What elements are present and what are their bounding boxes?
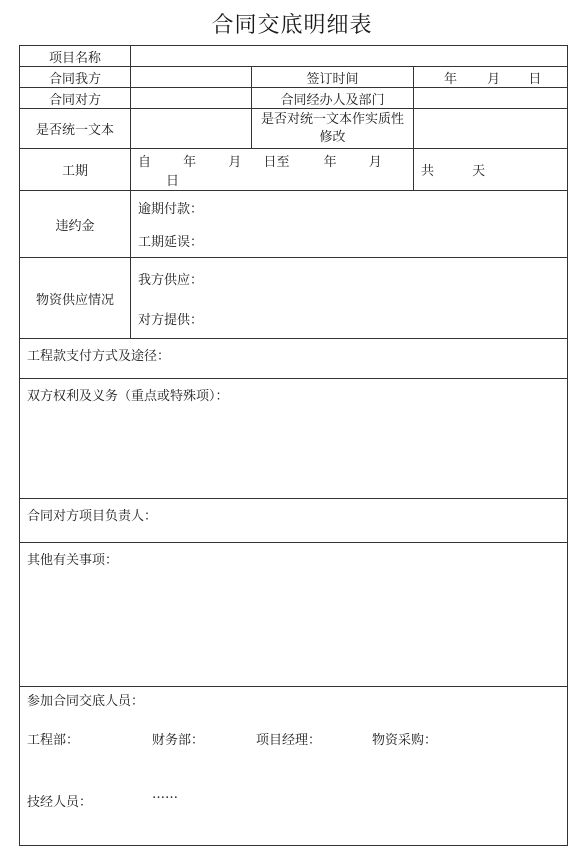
our-side-label: 合同我方	[20, 67, 131, 88]
to-day-label: 日	[166, 173, 180, 189]
ellipsis-text: ……	[152, 787, 178, 802]
duration-label: 工期	[20, 149, 131, 191]
supply-theirs-label: 对方提供：	[138, 312, 204, 328]
project-manager-label: 项目经理：	[256, 733, 322, 748]
supply-label: 物资供应情况	[20, 258, 131, 339]
unified-text-label: 是否统一文本	[20, 109, 131, 149]
sign-year-label: 年	[444, 71, 458, 87]
procurement-label: 物资采购：	[372, 733, 438, 748]
duration-range-field[interactable]	[131, 149, 414, 191]
row-participants	[20, 687, 568, 846]
sign-month-label: 月	[487, 71, 501, 87]
other-side-value[interactable]	[131, 88, 252, 109]
row-project-name	[20, 46, 568, 67]
delay-label: 工期延误：	[138, 235, 204, 250]
row-other-matters	[20, 543, 568, 687]
row-payment-method	[20, 339, 568, 379]
row-unified-text	[20, 109, 568, 149]
duration-total-label: 共	[421, 164, 435, 179]
project-name-value[interactable]	[131, 46, 568, 67]
row-duration	[20, 149, 568, 191]
other-matters-label: 其他有关事项：	[27, 553, 119, 568]
form-title: 合同交底明细表	[211, 13, 373, 38]
contract-handover-table	[19, 45, 568, 846]
engineering-dept-label: 工程部：	[27, 733, 80, 748]
handler-dept-value[interactable]	[414, 88, 568, 109]
payment-method-label: 工程款支付方式及途径：	[27, 349, 171, 364]
to-year-label: 年	[323, 154, 337, 170]
supply-field[interactable]	[131, 258, 568, 339]
handler-dept-label: 合同经办人及部门	[252, 88, 414, 109]
finance-dept-label: 财务部：	[152, 733, 205, 748]
tech-econ-label: 技经人员：	[27, 795, 93, 810]
project-name-label: 项目名称	[20, 46, 131, 67]
row-rights-obligations	[20, 379, 568, 499]
rights-obligations-field[interactable]	[20, 379, 568, 499]
unified-text-value[interactable]	[131, 109, 252, 149]
sign-date-field[interactable]	[414, 67, 568, 88]
other-matters-field[interactable]	[20, 543, 568, 687]
row-penalty	[20, 191, 568, 258]
sign-day-label: 日	[528, 71, 542, 87]
row-counterparty-lead	[20, 499, 568, 543]
counterparty-lead-label: 合同对方项目负责人：	[27, 509, 158, 524]
other-side-label: 合同对方	[20, 88, 131, 109]
duration-total-field[interactable]	[414, 149, 568, 191]
duration-from-label: 自	[138, 154, 152, 170]
unified-modified-value[interactable]	[414, 109, 568, 149]
from-year-label: 年	[183, 154, 197, 170]
duration-days-label: 天	[472, 164, 486, 179]
row-our-side	[20, 67, 568, 88]
supply-ours-label: 我方供应：	[138, 272, 204, 288]
our-side-value[interactable]	[131, 67, 252, 88]
to-month-label: 月	[368, 154, 382, 170]
late-payment-label: 逾期付款：	[138, 202, 204, 217]
payment-method-field[interactable]	[20, 339, 568, 379]
row-other-side	[20, 88, 568, 109]
row-supply	[20, 258, 568, 339]
penalty-label: 违约金	[20, 191, 131, 258]
from-day-label: 日	[263, 154, 277, 170]
counterparty-lead-field[interactable]	[20, 499, 568, 543]
unified-modified-label: 是否对统一文本作实质性修改	[252, 109, 414, 149]
penalty-field[interactable]	[131, 191, 568, 258]
from-month-label: 月	[228, 154, 242, 170]
rights-obligations-label: 双方权利及义务（重点或特殊项）：	[27, 389, 229, 404]
sign-time-label: 签订时间	[252, 67, 414, 88]
participants-label: 参加合同交底人员：	[27, 694, 145, 709]
participants-field[interactable]	[20, 687, 568, 846]
duration-to-label: 至	[276, 154, 290, 170]
